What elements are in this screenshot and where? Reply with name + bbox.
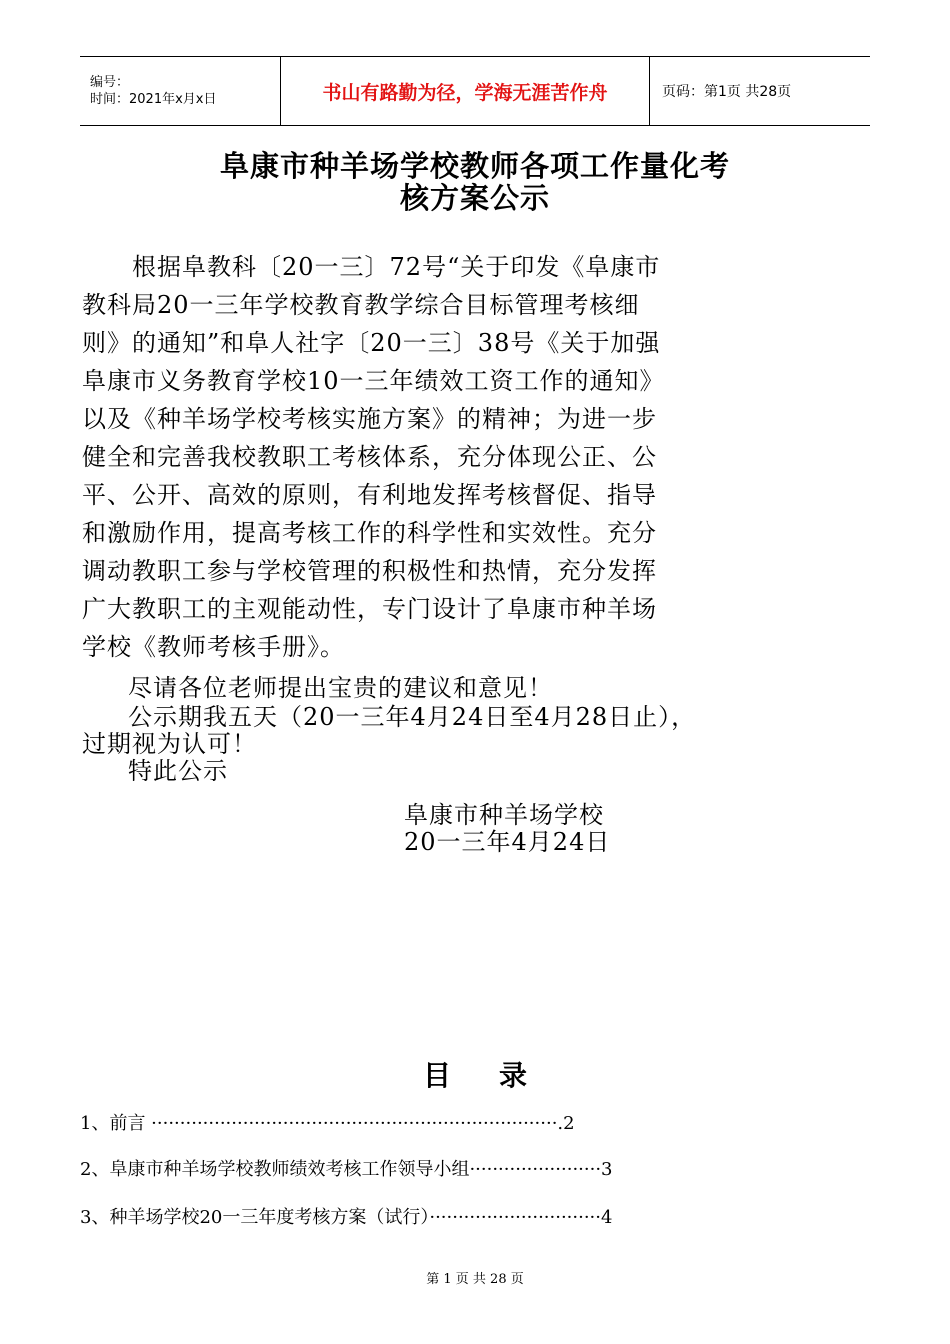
toc-title-char: 目 <box>422 1059 451 1092</box>
body-line: 广大教职工的主观能动性，专门设计了阜康市种羊场 <box>82 595 657 623</box>
period-line1: 公示期我五天（20一三年4月24日至4月28日止）， <box>128 703 697 731</box>
body-line: 调动教职工参与学校管理的积极性和热情，充分发挥 <box>82 557 657 585</box>
body-line: 和激励作用，提高考核工作的科学性和实效性。充分 <box>82 519 657 547</box>
body-line: 学校《教师考核手册》。 <box>82 633 345 661</box>
body-line: 平、公开、高效的原则，有利地发挥考核督促、指导 <box>82 481 657 509</box>
signature-org: 阜康市种羊场学校 <box>404 801 604 829</box>
number-label: 编号： <box>90 75 130 90</box>
body-line: 教科局20一三年学校教育教学综合目标管理考核细 <box>82 291 640 319</box>
page-footer: 第 1 页 共 28 页 <box>426 1272 524 1287</box>
toc-title-char: 录 <box>499 1059 528 1092</box>
body-line: 根据阜教科〔20一三〕72号“关于印发《阜康市 <box>82 253 661 281</box>
request-line: 尽请各位老师提出宝贵的建议和意见！ <box>128 674 553 702</box>
body-line: 阜康市义务教育学校10一三年绩效工资工作的通知》 <box>82 367 665 395</box>
header-motto <box>280 57 650 125</box>
toc-item[interactable]: 3、种羊场学校20一三年度考核方案（试行）······························4 <box>80 1207 613 1228</box>
body-line: 以及《种羊场学校考核实施方案》的精神；为进一步 <box>82 405 657 433</box>
closing-line: 特此公示 <box>128 757 228 785</box>
page-header <box>80 56 870 126</box>
period-line2: 过期视为认可！ <box>82 730 257 758</box>
page-info-text: 页码：第1页 共28页 <box>662 84 792 100</box>
toc-item[interactable]: 1、前言 ·······································································.2 <box>80 1113 575 1134</box>
body-line: 健全和完善我校教职工考核体系，充分体现公正、公 <box>82 443 657 471</box>
header-page-info <box>650 57 870 125</box>
time-label: 时间：2021年x月x日 <box>90 92 217 107</box>
document-title-line2: 核方案公示 <box>399 181 550 215</box>
document-title-line1: 阜康市种羊场学校教师各项工作量化考 <box>219 149 730 183</box>
toc-item[interactable]: 2、阜康市种羊场学校教师绩效考核工作领导小组·······················3 <box>80 1159 613 1180</box>
header-meta <box>80 57 280 125</box>
motto-text: 书山有路勤为径，学海无涯苦作舟 <box>322 81 608 104</box>
body-line: 则》的通知”和阜人社字〔20一三〕38号《关于加强 <box>82 329 661 357</box>
signature-date: 20一三年4月24日 <box>404 828 611 856</box>
toc-title <box>0 1054 950 1094</box>
